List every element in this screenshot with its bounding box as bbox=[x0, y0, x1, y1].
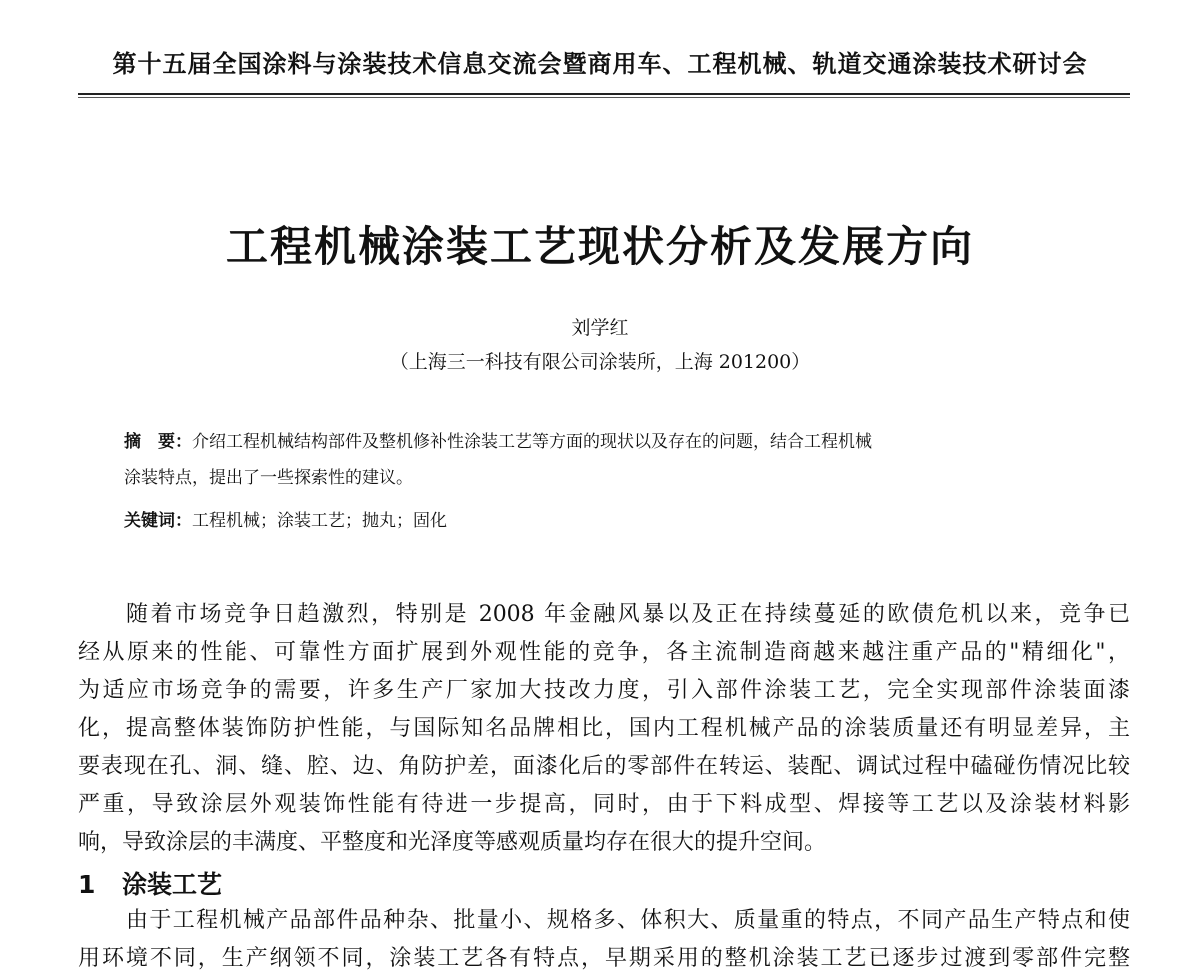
abstract-text: 涂装特点，提出了一些探索性的建议。 bbox=[124, 468, 413, 488]
section-heading bbox=[78, 865, 222, 901]
keywords-line bbox=[124, 506, 447, 531]
keywords-text: 工程机械；涂装工艺；抛丸；固化 bbox=[192, 511, 447, 531]
keywords-label: 关键词： bbox=[124, 511, 192, 531]
body-line: 严重，导致涂层外观装饰性能有待进一步提高，同时，由于下料成型、焊接等工艺以及涂装材料影 bbox=[78, 792, 1130, 817]
running-header: 第十五届全国涂料与涂装技术信息交流会暨商用车、工程机械、轨道交通涂装技术研讨会 bbox=[112, 50, 1088, 78]
body-line: 由于工程机械产品部件品种杂、批量小、规格多、体积大、质量重的特点，不同产品生产特点和使 bbox=[126, 908, 1130, 933]
abstract-line-2 bbox=[124, 463, 413, 488]
body-line: 要表现在孔、洞、缝、腔、边、角防护差，面漆化后的零部件在转运、装配、调试过程中磕碰伤情况比较 bbox=[78, 754, 1130, 779]
abstract-text: 介绍工程机械结构部件及整机修补性涂装工艺等方面的现状以及存在的问题，结合工程机械 bbox=[192, 432, 872, 452]
body-line: 化，提高整体装饰防护性能，与国际知名品牌相比，国内工程机械产品的涂装质量还有明显差异，主 bbox=[78, 716, 1130, 741]
body-line: 响，导致涂层的丰满度、平整度和光泽度等感观质量均存在很大的提升空间。 bbox=[78, 830, 827, 855]
body-line: 经从原来的性能、可靠性方面扩展到外观性能的竞争，各主流制造商越来越注重产品的"精细化"， bbox=[78, 640, 1130, 665]
author-name: 刘学红 bbox=[571, 317, 629, 339]
paper-title: 工程机械涂装工艺现状分析及发展方向 bbox=[225, 222, 974, 271]
section-title: 涂装工艺 bbox=[122, 870, 223, 899]
author-affiliation: （上海三一科技有限公司涂装所，上海 201200） bbox=[389, 351, 811, 373]
body-line: 为适应市场竞争的需要，许多生产厂家加大技改力度，引入部件涂装工艺，完全实现部件涂装面漆 bbox=[78, 678, 1130, 703]
body-line: 用环境不同，生产纲领不同，涂装工艺各有特点，早期采用的整机涂装工艺已逐步过渡到零部件完整 bbox=[78, 946, 1130, 971]
abstract-label: 摘 要： bbox=[124, 432, 192, 452]
header-rule-thin bbox=[78, 97, 1130, 98]
section-number: 1 bbox=[78, 870, 96, 899]
body-line: 随着市场竞争日趋激烈，特别是 2008 年金融风暴以及正在持续蔓延的欧债危机以来，竞争已 bbox=[126, 602, 1130, 627]
header-rule-thick bbox=[78, 93, 1130, 95]
abstract-line-1 bbox=[124, 427, 872, 452]
